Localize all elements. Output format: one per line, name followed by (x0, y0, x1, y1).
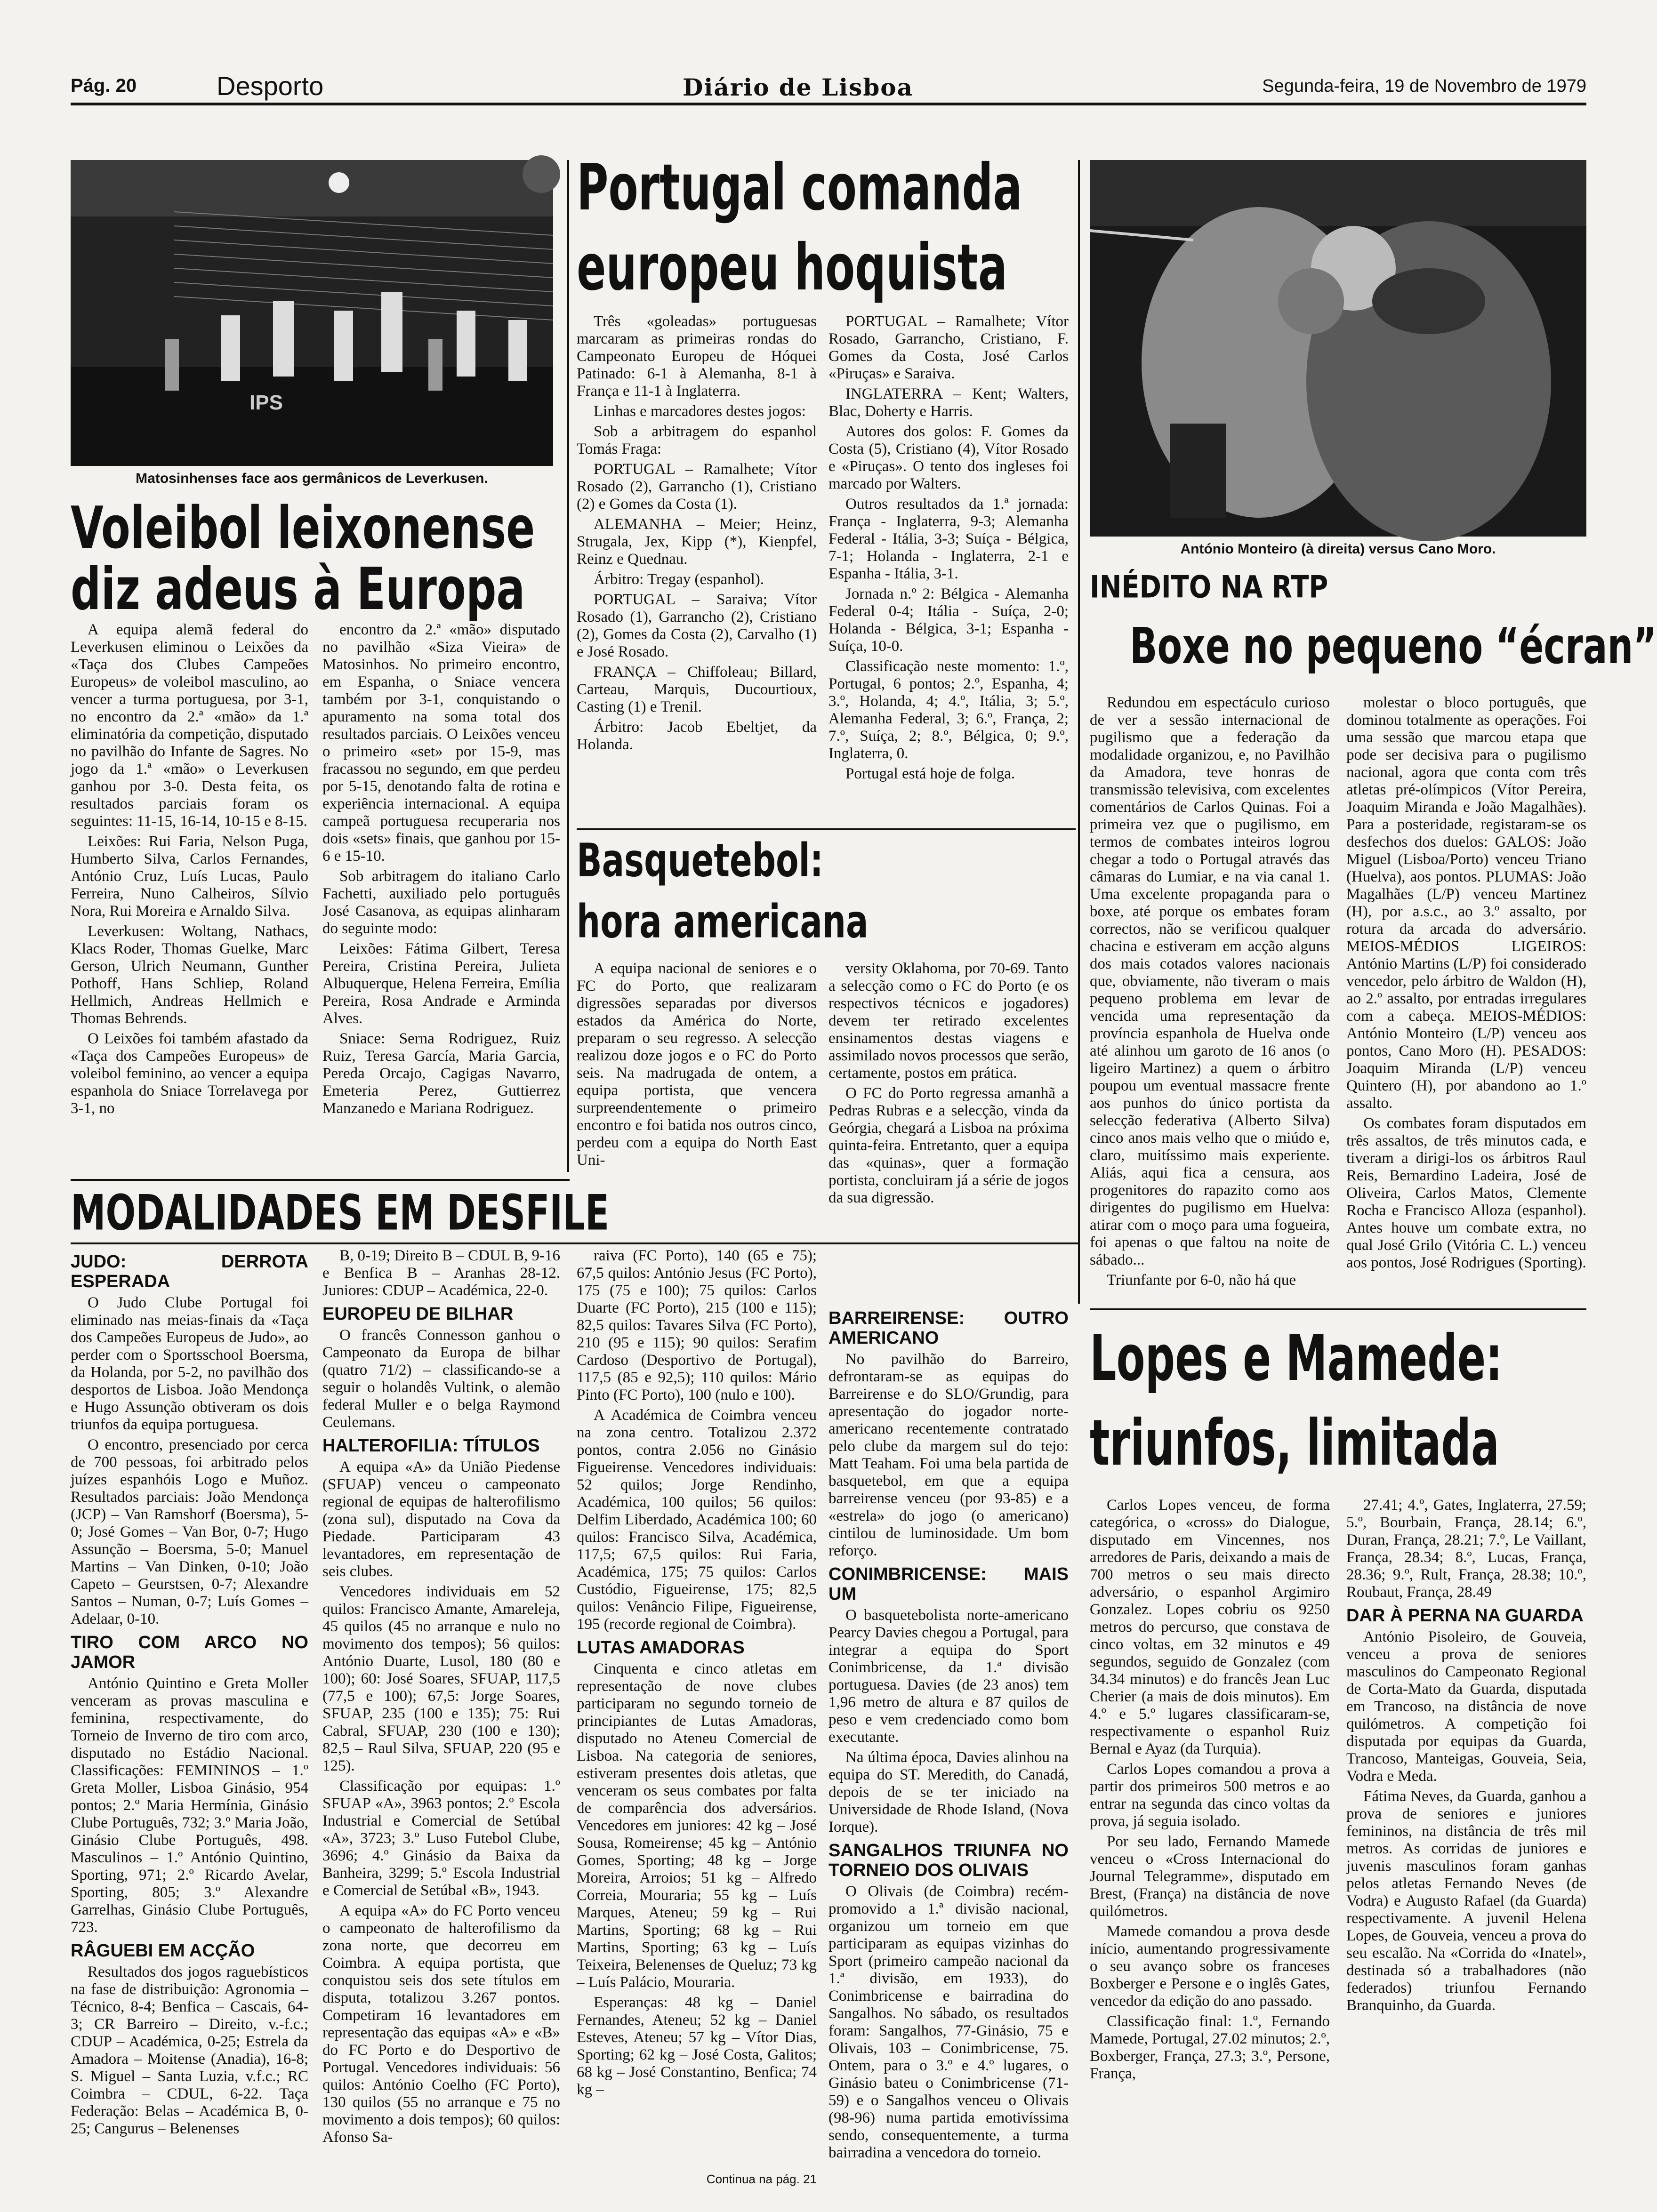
paragraph: O encontro, presenciado por cerca de 700 pessoas, foi arbitrado pelos juízes espanhóis Logo e Muñoz. Resultados parciais: João Mendonça (JCP) – Van Ramshorf (Boersma), 5-0; José Gomes – Van Bor, 0-7; Hugo Assunção – Boersma, 5-0; Manuel Martins – Van Dinken, 0-10; João Capeto – Geurstsen, 0-7; Alexandre Santos – Numan, 0-7; Luís Gomes – Adelaar, 0-10. (71, 1436, 308, 1627)
paragraph: A equipa «A» da União Piedense (SFUAP) venceu o campeonato regional de equipas de halterofilismo (zona sul), disputado na Cova da Piedade. Participaram 43 levantadores, em representação de seis clubes. (322, 1459, 560, 1580)
modalidades-col1 (71, 1247, 308, 2188)
paragraph: Três «goleadas» portuguesas marcaram as primeiras rondas do Campeonato Europeu de Hóquei Patinado: 6-1 à Alemanha, 8-1 à França e 11-1 à Inglaterra. (577, 313, 817, 400)
paragraph: O FC do Porto regressa amanhã a Pedras Rubras e a selecção, vinda da Geórgia, chegará a Lisboa na próxima quinta-feira. Entretanto, quer a equipa das «quinas», quer a formação portista, concluiram já a série de jogos da sua digressão. (828, 1085, 1069, 1206)
column-divider (1078, 160, 1080, 1304)
subheading: SANGALHOS TRIUNFA NO TORNEIO DOS OLIVAIS (828, 1841, 1069, 1880)
paragraph: molestar o bloco português, que dominou totalmente as operações. Foi uma sessão que marcou etapa que pode ser decisiva para o pugilismo nacional, agora que conta com três atletas pré-olímpicos (Vítor Pereira, Joaquim Miranda e João Magalhães). Para a posteridade, registaram-se os desfechos dos duelos: GALOS: João Miguel (Lisboa/Porto) venceu Triano (Huelva), aos pontos. PLUMAS: João Magalhães (L/P) venceu Martinez (H), por a.s.c., ao 3.º assalto, por rotura da arcada do adversário. MEIOS-MÉDIOS LIGEIROS: António Martins (L/P) foi considerado vencedor, pelo árbitro de Waldon (H), ao 2.º assalto, por entradas irregulares com a cabeça. MEIOS-MÉDIOS: António Monteiro (L/P) venceu aos pontos, Cano Moro (H). PESADOS: Joaquim Miranda (L/P) venceu Quintero (H), por abandono ao 1.º assalto. (1346, 694, 1586, 1112)
hockey-col2 (828, 313, 1069, 826)
boxing-caption: António Monteiro (à direita) versus Cano Moro. (1180, 541, 1496, 557)
paragraph: O Leixões foi também afastado da «Taça dos Campeões Europeus» de voleibol feminino, ao vencer a equipa espanhola do Sniace Torrelavega por 3-1, no (71, 1030, 308, 1117)
subheading: DAR À PERNA NA GUARDA (1346, 1606, 1584, 1626)
subheading: INÉDITO NA RTP (1090, 569, 1328, 605)
subheading: LUTAS AMADORAS (577, 1638, 745, 1658)
paragraph: Mamede comandou a prova desde início, aumentando progressivamente o seu avanço sobre os franceses Boxberger e Persone e o inglês Gates, vencedor da edição do ano passado. (1090, 1923, 1330, 2010)
volleyball-col2 (322, 621, 560, 1181)
page-number: Pág. 20 (71, 75, 137, 96)
header-rule (71, 103, 1586, 105)
athletics-col2 (1346, 1497, 1586, 2193)
paragraph: Leverkusen: Woltang, Nathacs, Klacs Roder, Thomas Guelke, Marc Gerson, Ulrich Neumann, Gunther Pothoff, Hans Schliep, Roland Hellmich, Andreas Hellmich e Thomas Behrends. (71, 923, 308, 1027)
athletics-headline (1090, 1322, 1586, 1398)
athletics-headline-2 (1090, 1406, 1586, 1483)
subheading: HALTEROFILIA: TÍTULOS (322, 1436, 540, 1456)
paragraph: PORTUGAL – Ramalhete; Vítor Rosado, Garrancho, Cristiano, F. Gomes da Costa, José Carlos «Piruças» e Saraiva. (828, 313, 1069, 382)
paragraph: raiva (FC Porto), 140 (65 e 75); 67,5 quilos: António Jesus (FC Porto), 175 (75 e 100); 75 quilos: Carlos Duarte (FC Porto), 215 (100 e 115); 82,5 quilos: Tavares Silva (FC Porto), 210 (95 e 115); 90 quilos: Serafim Cardoso (Desportivo de Portugal), 117,5 (85 e 92,5); 110 quilos: Mário Pinto (FC Porto), 100 (nulo e 100). (577, 1247, 817, 1403)
paragraph: Carlos Lopes comandou a prova a partir dos primeiros 500 metros e ao entrar na segunda das cinco voltas da prova, já seguia isolado. (1090, 1761, 1330, 1830)
paragraph: Autores dos golos: F. Gomes da Costa (5), Cristiano (4), Vítor Rosado e «Piruças». O tento dos ingleses foi marcado por Walters. (828, 423, 1069, 492)
volleyball-headline-2 (71, 555, 555, 631)
subheading: MODALIDADES EM DESFILE (71, 1184, 610, 1242)
section-rule (71, 1179, 570, 1181)
subheading: JUDO: DERROTA ESPERADA (71, 1252, 308, 1291)
paragraph: O francês Connesson ganhou o Campeonato da Europa de bilhar (quatro 71/2) – classificando-se a seguir o holandês Vultink, o alemão federal Muller e o belga Raymond Ceulemans. (322, 1327, 560, 1431)
volleyball-title-line1: Voleibol leixonense (71, 494, 535, 562)
paragraph: INGLATERRA – Kent; Walters, Blac, Doherty e Harris. (828, 385, 1069, 420)
athletics-title-line1: Lopes e Mamede: (1090, 1322, 1503, 1395)
modalidades-col3 (577, 1247, 817, 2170)
paragraph: Árbitro: Jacob Ebeltjet, da Holanda. (577, 719, 817, 753)
paragraph: Carlos Lopes venceu, de forma categórica, o «cross» do Dialogue, disputado em Vincennes, nos arredores de Paris, deixando a mais de 700 metros o seu mais directo adversário, o espanhol Argimiro Gonzalez. Lopes cobriu os 9250 metros do percurso, que constava de cinco voltas, em 32 minutos e 49 segundos, seguido de Gonzalez (com 34.34 minutos) e do francês Jean Luc Cherier (a mais de dois minutos). Em 4.º e 5.º lugares classificaram-se, respectivamente o espanhol Ruiz Bernal e Ayaz (da Turquia). (1090, 1497, 1330, 1757)
banner-rule (71, 1242, 1078, 1244)
athletics-col1 (1090, 1497, 1330, 2193)
basketball-headline-2 (577, 895, 1076, 951)
paragraph: O Olivais (de Coimbra) recém-promovido a 1.ª divisão nacional, organizou um torneio em que participaram as equipas vizinhas do Sport (primeiro campeão nacional da 1.ª divisão, em 1933), do Conimbricense e bairradina do Sangalhos. No sábado, os resultados foram: Sangalhos, 77-Ginásio, 75 e Olivais, 103 – Conimbricense, 75. Ontem, para o 3.º e 4.º lugares, o Ginásio bateu o Conimbricense (71-59) e o Sangalhos venceu o Olivais (98-96) numa partida emotivíssima sendo, consequentemente, a turma bairradina a vencedora do torneio. (828, 1883, 1069, 2161)
hockey-col1 (577, 313, 817, 826)
paragraph: Árbitro: Tregay (espanhol). (594, 571, 764, 588)
paragraph: Jornada n.º 2: Bélgica - Alemanha Federal 0-4; Itália - Suíça, 2-0; Holanda - Bélgica, 3-1; Espanha - Suíça, 10-0. (828, 585, 1069, 655)
paragraph: versity Oklahoma, por 70-69. Tanto a selecção como o FC do Porto (e os respectivos técnicos e jogadores) devem ter retirado excelentes ensinamentos destas viagens e assimilado novos processos que serão, certamente, postos em prática. (828, 960, 1069, 1082)
column-divider (567, 160, 569, 1172)
athletics-title-line2: triunfos, limitada (1090, 1406, 1499, 1480)
paragraph: Vencedores individuais em 52 quilos: Francisco Amante, Amareleja, 45 quilos (45 no arranque e nulo no movimento dos tempos); 56 quilos: António Duarte, Lusol, 180 (80 e 100); 60: José Soares, SFUAP, 117,5 (77,5 e 100); 67,5: Jorge Soares, SFUAP, 235 (100 e 135); 75: Rui Cabral, SFUAP, 230 (100 e 130); 82,5 – Raul Silva, SFUAP, 220 (95 e 125). (322, 1583, 560, 1774)
paragraph: Sob a arbitragem do espanhol Tomás Fraga: (577, 423, 817, 457)
issue-date: Segunda-feira, 19 de Novembro de 1979 (1262, 76, 1586, 96)
paragraph: PORTUGAL – Ramalhete; Vítor Rosado (2), Garrancho (1), Cristiano (2) e Gomes da Costa (1). (577, 461, 817, 513)
masthead: Diário de Lisboa (683, 73, 914, 101)
paragraph: ALEMANHA – Meier; Heinz, Strugala, Jex, Kipp (*), Kienpfel, Reinz e Quednau. (577, 516, 817, 568)
paragraph: Linhas e marcadores destes jogos: (594, 403, 806, 420)
paragraph: Leixões: Fátima Gilbert, Teresa Pereira, Cristina Pereira, Julieta Albuquerque, Helena Ferreira, Emília Pereira, Rosa Andrade e Arminda Alves. (322, 940, 560, 1027)
page-header (71, 71, 1586, 101)
hockey-headline-2 (577, 230, 1076, 306)
basketball-title-line1: Basquetebol: (577, 834, 823, 887)
paragraph: PORTUGAL – Saraiva; Vítor Rosado (1), Garrancho (2), Cristiano (2), Gomes da Costa (2), Carvalho (1) e José Rosado. (577, 591, 817, 660)
paragraph: Sniace: Serna Rodriguez, Ruiz Ruiz, Teresa García, Maria Garcia, Pereda Orcajo, Cagigas Navarro, Emeteria Perez, Guttierrez Manzanedo e Mariana Rodriguez. (322, 1030, 560, 1117)
modalidades-col2 (322, 1247, 560, 2188)
basketball-headline (577, 834, 1076, 890)
svg-text:IPS: IPS (249, 391, 283, 414)
section-rule (577, 828, 1076, 830)
hockey-title-line2: europeu hoquista (577, 230, 1008, 305)
subheading: EUROPEU DE BILHAR (322, 1304, 514, 1324)
volleyball-col1 (71, 621, 308, 1181)
paragraph: FRANÇA – Chiffoleau; Billard, Carteau, Marquis, Ducourtioux, Casting (1) e Trenil. (577, 664, 817, 715)
basketball-col2 (828, 960, 1069, 1299)
boxing-title: Boxe no pequeno “écran” (1130, 617, 1657, 675)
paragraph: Por seu lado, Fernando Mamede venceu o «Cross Internacional do Journal Telegramme», disputado em Brest, (França) na distância de nove quilómetros. (1090, 1833, 1330, 1920)
paragraph: Resultados dos jogos raguebísticos na fase de distribuição: Agronomia – Técnico, 8-4; Benfica – Cascais, 64-3; CR Barreiro – Direito, v.-f.c.; CDUP – Académica, 0-25; Estrela da Amadora – Moitense (Anadia), 16-8; S. Miguel – Santa Luzia, v.f.c.; RC Coimbra – CDUL, 6-22. Taça Federação: Belas – Académica B, 0-25; Cangurus – Belenenses (71, 1964, 308, 2137)
paragraph: Os combates foram disputados em três assaltos, de três minutos cada, e tiveram a dirigi-los os árbitros Raul Reis, Bernardino Ladeira, José de Oliveira, Carlos Matos, Clemente Rocha e Francisco Alloza (espanhol). Antes houve um combate extra, no qual José Grilo (Vitória C. L.) venceu aos pontos, José Rodrigues (Sporting). (1346, 1115, 1586, 1271)
section-name: Desporto (217, 71, 324, 101)
paragraph: A equipa «A» do FC Porto venceu o campeonato de halterofilismo da zona norte, que decorreu em Coimbra. A equipa portista, que conquistou seis dos sete títulos em disputa, totalizou 3.267 pontos. Competiram 16 levantadores em representação das equipas «A» e «B» do FC Porto e do Desportivo de Portugal. Vencedores individuais: 56 quilos: António Coelho (FC Porto), 130 quilos (55 no arranque e 75 no movimento a dois tempos); 60 quilos: Afonso Sa- (322, 1902, 560, 2146)
boxing-headline (1130, 617, 1657, 682)
paragraph: O basquetebolista norte-americano Pearcy Davies chegou a Portugal, para integrar a equipa do Sport Conimbricense, da 1.ª divisão portuguesa. Davies (de 23 anos) tem 1,96 metro de altura e 87 quilos de peso e vem credenciado como bom executante. (828, 1607, 1069, 1746)
paragraph: Classificação por equipas: 1.º SFUAP «A», 3963 pontos; 2.º Escola Industrial e Comercial de Setúbal «A», 3723; 3.º Luso Futebol Clube, 3696; 4.º Ginásio da Baixa da Banheira, 3299; 5.º Escola Industrial e Comercial de Setúbal «B», 1943. (322, 1778, 560, 1899)
subheading: CONIMBRICENSE: MAIS UM (828, 1564, 1069, 1604)
paragraph: A equipa alemã federal do Leverkusen eliminou o Leixões da «Taça dos Clubes Campeões Europeus» de voleibol masculino, ao vencer a turma portuguesa, por 3-1, no encontro da 2.ª «mão» da 1.ª eliminatória da competição, disputado no pavilhão do Infante de Sagres. No jogo da 1.ª «mão» o Leverkusen ganhou por 3-0. Desta feita, os resultados parciais foram os seguintes: 11-15, 16-14, 10-15 e 8-15. (71, 621, 308, 830)
section-rule (1090, 1308, 1586, 1310)
paragraph: A Académica de Coimbra venceu na zona centro. Totalizou 2.372 pontos, contra 2.056 no Ginásio Figueirense. Vencedores individuais: 52 quilos; Jorge Rendinho, Académica, 100 quilos; 56 quilos: Delfim Liberdado, Académica 100; 60 quilos: Francisco Silva, Académica, 117,5; 67,5 quilos: Rui Faria, Académica, 175; 75 quilos: Carlos Custódio, Figueirense, 175; 82,5 quilos: Venâncio Filipe, Figueirense, 195 (recorde regional de Coimbra). (577, 1407, 817, 1633)
paragraph: Sob arbitragem do italiano Carlo Fachetti, auxiliado pelo português José Casanova, as equipas alinharam do seguinte modo: (322, 868, 560, 937)
boxing-col2 (1346, 694, 1586, 1306)
paragraph: Esperanças: 48 kg – Daniel Fernandes, Ateneu; 52 kg – Daniel Esteves, Ateneu; 57 kg – Vítor Dias, Sporting; 62 kg – José Costa, Galitos; 68 kg – José Constantino, Benfica; 74 kg – (577, 1994, 817, 2098)
boxing-photo (1090, 160, 1586, 537)
paragraph: Redundou em espectáculo curioso de ver a sessão internacional de pugilismo que a federação da modalidade organizou, e, no Pavilhão da Amadora, teve honras de transmissão televisiva, com excelentes comentários de Carlos Quinas. Foi a primeira vez que o pugilismo, em termos de combates inteiros logrou chegar a todo o Portugal através das câmaras do Lumiar, e na via canal 1. Uma excelente propaganda para o boxe, até porque os embates foram correctos, não se verificou qualquer chacina e estiveram em acção alguns dos mais cotados valores nacionais que, obviamente, não tiveram o mais pequeno problema em levar de vencida uma representação da província espanhola de Huelva onde até alinhou um garoto de 16 anos (o ligeiro Martinez) a quem o árbitro poupou um eventual massacre frente aos punhos do único portista da selecção federativa (Alberto Silva) cinco anos mais velho que o miúdo e, claro, muitíssimo mais experiente. Aliás, aqui fica a censura, aos progenitores do rapazito como aos dirigentes do pugilismo em Huelva: atirar com o moço para uma fogueira, foi apenas o que faltou na noite de sábado... (1090, 694, 1330, 1268)
boxing-kicker (1090, 569, 1586, 609)
paragraph: António Pisoleiro, de Gouveia, venceu a prova de seniores masculinos do Campeonato Regional de Corta-Mato da Guarda, disputada em Trancoso, na distância de nove quilómetros. A competição foi disputada por equipas da Guarda, Trancoso, Manteigas, Gouveia, Seia, Vodra e Meda. (1346, 1628, 1586, 1785)
paragraph: Classificação final: 1.º, Fernando Mamede, Portugal, 27.02 minutos; 2.º, Boxberger, França, 27.3; 3.º, Persone, França, (1090, 2013, 1330, 2082)
paragraph: B, 0-19; Direito B – CDUL B, 9-16 e Benfica B – Aranhas 28-12. Juniores: CDUP – Académica, 22-0. (322, 1247, 561, 1299)
paragraph: encontro da 2.ª «mão» disputado no pavilhão «Siza Vieira» de Matosinhos. No primeiro encontro, em Espanha, o Sniace vencera também por 3-1, conquistando o apuramento na soma total dos resultados parciais. O Leixões venceu o primeiro «set» por 15-9, mas fracassou no segundo, em que perdeu por 5-15, denotando falta de rotina e experiência internacional. A equipa campeã portuguesa recuperaria nos dois «sets» finais, que ganhou por 15-6 e 15-10. (322, 621, 560, 865)
paragraph: Na última época, Davies alinhou na equipa do ST. Meredith, do Canadá, depois de se ter iniciado na Universidade de Rhode Island, (Nova Iorque). (828, 1749, 1069, 1835)
hockey-headline (577, 150, 1076, 226)
paragraph: Portugal está hoje de folga. (845, 765, 1015, 782)
volleyball-photo (71, 160, 553, 466)
subheading: TIRO COM ARCO NO JAMOR (71, 1633, 308, 1672)
subheading: RÂGUEBI EM ACÇÃO (71, 1941, 255, 1961)
paragraph: Leixões: Rui Faria, Nelson Puga, Humberto Silva, Carlos Fernandes, António Cruz, Luís Lucas, Paulo Ferreira, Nuno Calheiros, Sílvio Nora, Rui Moreira e Arnaldo Silva. (71, 833, 308, 920)
continued-note: Continua na pág. 21 (706, 2172, 817, 2186)
paragraph: A equipa nacional de seniores e o FC do Porto, que realizaram digressões separadas por diversos estados da América do Norte, preparam o seu regresso. A selecção realizou doze jogos e o FC do Porto seis. Na madrugada de ontem, a equipa portista, que vencera surpreendentemente o primeiro encontro e foi batida nos outros cinco, perdeu com a equipa do North East Uni- (577, 960, 817, 1169)
paragraph: No pavilhão do Barreiro, defrontaram-se as equipas do Barreirense e do SLO/Grundig, para apresentação do jogador norte-americano recentemente contratado pelo clube da margem sul do tejo: Matt Teaham. Foi uma bela partida de basquetebol, em que a equipa barreirense venceu (por 93-85) e a «estrela» do jogo (o americano) cintilou de luminosidade. Um bom reforço. (828, 1351, 1069, 1559)
volleyball-title-line2: diz adeus à Europa (71, 555, 525, 623)
basketball-title-line2: hora americana (577, 895, 869, 948)
subheading: BARREIRENSE: OUTRO AMERICANO (828, 1308, 1069, 1348)
paragraph: Outros resultados da 1.ª jornada: França - Inglaterra, 9-3; Alemanha Federal - Itália, 3-3; Suíça - Bélgica, 7-1; Holanda - Inglaterra, 2-1 e Espanha - Itália, 3-1. (828, 496, 1069, 582)
paragraph: António Quintino e Greta Moller venceram as provas masculina e feminina, respectivamente, do Torneio de Inverno de tiro com arco, disputado no Estádio Nacional. Classificações: FEMININOS – 1.º Greta Moller, Lisboa Ginásio, 954 pontos; 2.º Maria Hermínia, Ginásio Clube Português, 732; 3.º Maria João, Ginásio Clube Português, 498. Masculinos – 1.º António Quintino, Sporting, 971; 2.º Ricardo Avelar, Sporting, 805; 3.º Alexandre Garrelhas, Ginásio Clube Português, 723. (71, 1675, 308, 1936)
paragraph: Classificação neste momento: 1.º, Portugal, 6 pontos; 2.º, Espanha, 4; 3.º, Holanda, 4; 4.º, Itália, 3; 5.º, Alemanha Federal, 3; 6.º, França, 2; 7.º, Suíça, 2; 8.º, Bélgica, 0; 9.º, Inglaterra, 0. (828, 658, 1069, 762)
paragraph: Fátima Neves, da Guarda, ganhou a prova de seniores e juniores femininos, na distância de três mil metros. As corridas de juniores e juvenis masculinos foram ganhas pelos atletas Fernando Neves (de Vodra) e Augusto Rafael (da Guarda) respectivamente. A juvenil Helena Lopes, de Gouveia, venceu a prova do seu escalão. Na «Corrida do «Inatel», destinada só a trabalhadores (não federados) triunfou Fernando Branquinho, da Guarda. (1346, 1788, 1586, 2014)
basketball-col1 (577, 960, 817, 1181)
volleyball-caption: Matosinhenses face aos germânicos de Leverkusen. (136, 471, 488, 486)
paragraph: 27.41; 4.º, Gates, Inglaterra, 27.59; 5.º, Bourbain, França, 28.14; 6.º, Duran, França, 28.21; 7.º, Le Vaillant, França, 28.34; 8.º, Lucas, França, 28.36; 9.º, Rult, França, 28.38; 10.º, Roubaut, França, 28.49 (1346, 1497, 1586, 1601)
paragraph: Cinquenta e cinco atletas em representação de nove clubes participaram no segundo torneio de principiantes de Lutas Amadoras, disputado no Ateneu Comercial de Lisboa. Na categoria de seniores, estiveram presentes dois atletas, que venceram os seus combates por falta de comparência dos adversários. Vencedores em juniores: 42 kg – José Sousa, Romeirense; 45 kg – António Gomes, Sporting; 48 kg – Jorge Moreira, Arroios; 51 kg – Alfredo Correia, Mouraria; 55 kg – Luís Marques, Ateneu; 59 kg – Rui Martins, Sporting; 68 kg – Rui Martins, Sporting; 63 kg – Luís Teixeira, Belenenses de Queluz; 73 kg – Luís Palácio, Mouraria. (577, 1660, 817, 1991)
hockey-title-line1: Portugal comanda (577, 150, 1022, 225)
modalidades-col4 (828, 1304, 1069, 2188)
paragraph: O Judo Clube Portugal foi eliminado nas meias-finais da «Taça dos Campeões Europeus de Judo», ao perder com o Sportsschool Boersma, da Holanda, por 5-2, no pavilhão dos desportos de Lisboa. João Mendonça e Hugo Assunção obtiveram os dois triunfos da equipa portuguesa. (71, 1294, 308, 1433)
paragraph: Triunfante por 6-0, não há que (1107, 1272, 1296, 1289)
modalidades-banner (71, 1184, 610, 1242)
boxing-col1 (1090, 694, 1330, 1306)
